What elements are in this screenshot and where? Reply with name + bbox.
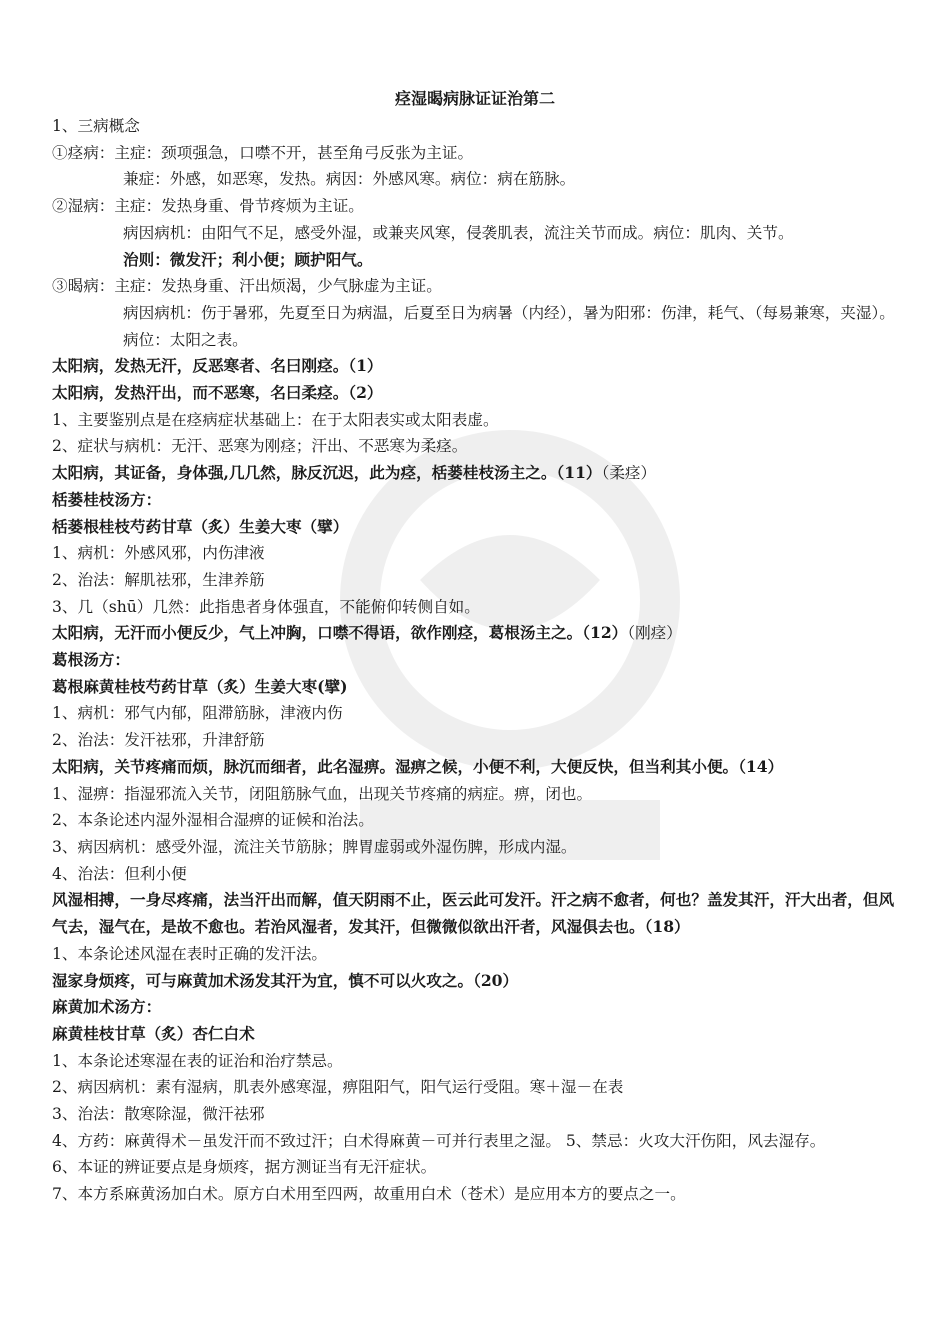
note-line: 1、湿痹：指湿邪流入关节，闭阻筋脉气血，出现关节疼痛的病症。痹，闭也。 — [52, 784, 593, 803]
clause-annotation: （柔痉） — [601, 464, 657, 483]
note-line: 2、本条论述内湿外湿相合湿痹的证候和治法。 — [52, 811, 374, 830]
note-line: 2、病因病机：素有湿病，肌表外感寒湿，痹阻阳气，阳气运行受阻。寒＋湿－在表 — [52, 1078, 624, 1097]
clause-text: 太阳病，发热汗出，而不恶寒，名曰柔痉。（2） — [52, 383, 383, 403]
clause-annotation: （刚痉） — [627, 624, 682, 643]
formula-heading: 葛根汤方： — [52, 650, 130, 670]
clause-text: 太阳病，其证备，身体强,几几然，脉反沉迟，此为痉，栝蒌桂枝汤主之。（11） — [52, 463, 602, 483]
note-line: 1、病机：外感风邪，内伤津液 — [52, 544, 265, 563]
clause-row — [52, 620, 904, 647]
note-line: 3、病因病机：感受外湿，流注关节筋脉；脾胃虚弱或外湿伤脾，形成内湿。 — [52, 837, 577, 856]
note-line: 3、几（shū）几然：此指患者身体强直，不能俯仰转侧自如。 — [52, 597, 480, 616]
note-line: 1、本条论述风湿在表时正确的发汗法。 — [52, 944, 328, 963]
note-line: 1、病机：邪气内郁，阻滞筋脉，津液内伤 — [52, 704, 343, 723]
text-line: ①痉病：主症：颈项强急，口噤不开，甚至角弓反张为主证。 — [52, 143, 474, 162]
note-line: 3、治法：散寒除湿，微汗祛邪 — [52, 1105, 265, 1124]
text-line: 兼症：外感，如恶寒，发热。病因：外感风寒。病位：病在筋脉。 — [123, 170, 576, 189]
text-line: ②湿病：主症：发热身重、骨节疼烦为主证。 — [52, 197, 364, 216]
clause-text: 风湿相搏，一身尽疼痛，法当汗出而解，值天阴雨不止，医云此可发汗。汗之病不愈者，何也？盖发其汗，汗大出者，但风气去，湿气在，是故不愈也。若治风湿者，发其汗，但微微似欲出汗者，风湿俱去也。（18） — [52, 890, 895, 937]
document-body — [52, 113, 904, 1208]
clause-text: 湿家身烦疼，可与麻黄加术汤发其汗为宜，慎不可以火攻之。（20） — [52, 970, 519, 990]
note-line: 2、症状与病机：无汗、恶寒为刚痉；汗出、不恶寒为柔痉。 — [52, 437, 468, 456]
note-line: 6、本证的辨证要点是身烦疼，据方测证当有无汗症状。 — [52, 1158, 437, 1177]
formula-ingredients: 栝蒌根桂枝芍药甘草（炙）生姜大枣（擘） — [52, 516, 349, 536]
note-line: 2、治法：发汗祛邪，升津舒筋 — [52, 731, 265, 750]
note-line: 1、主要鉴别点是在痉病症状基础上：在于太阳表实或太阳表虚。 — [52, 410, 499, 429]
note-line: 1、本条论述寒湿在表的证治和治疗禁忌。 — [52, 1051, 343, 1070]
page-title: 痉湿暍病脉证证治第二 — [394, 89, 555, 108]
formula-heading: 栝蒌桂枝汤方： — [52, 489, 162, 509]
note-line: 4、方药：麻黄得术－虽发汗而不致过汗；白术得麻黄－可并行表里之湿。 5、禁忌：火攻大汗伤阳，风去湿存。 — [52, 1131, 826, 1150]
formula-ingredients: 麻黄桂枝甘草（炙）杏仁白术 — [52, 1023, 255, 1043]
formula-ingredients: 葛根麻黄桂枝芍药甘草（炙）生姜大枣(擘) — [52, 676, 348, 696]
treatment-principle: 治则：微发汗；利小便；顾护阳气。 — [123, 249, 373, 269]
text-line: 病因病机：伤于暑邪，先夏至日为病温，后夏至日为病暑（内经），暑为阳邪：伤津，耗气、（每易兼寒，夹湿）。病位：太阳之表。 — [123, 303, 895, 349]
formula-heading: 麻黄加术汤方： — [52, 997, 162, 1017]
text-line: 病因病机：由阳气不足，感受外湿，或兼夹风寒，侵袭肌表，流注关节而成。病位：肌肉、关节。 — [123, 223, 794, 242]
note-line: 7、本方系麻黄汤加白术。原方白术用至四两，故重用白术（苍术）是应用本方的要点之一。 — [52, 1185, 686, 1204]
clause-text: 太阳病，发热无汗，反恶寒者、名曰刚痉。（1） — [52, 356, 383, 376]
clause-text: 太阳病，关节疼痛而烦，脉沉而细者，此名湿痹。湿痹之候，小便不利，大便反快，但当利其小便。（14） — [52, 756, 784, 776]
clause-text: 太阳病，无汗而小便反少，气上冲胸，口噤不得语，欲作刚痉，葛根汤主之。（12） — [52, 623, 628, 643]
clause-row — [52, 460, 904, 487]
note-line: 4、治法：但利小便 — [52, 864, 187, 883]
section-heading: 1、三病概念 — [52, 117, 140, 135]
text-line: ③暍病：主症：发热身重、汗出烦渴，少气脉虚为主证。 — [52, 277, 442, 296]
note-line: 2、治法：解肌祛邪，生津养筋 — [52, 570, 265, 589]
